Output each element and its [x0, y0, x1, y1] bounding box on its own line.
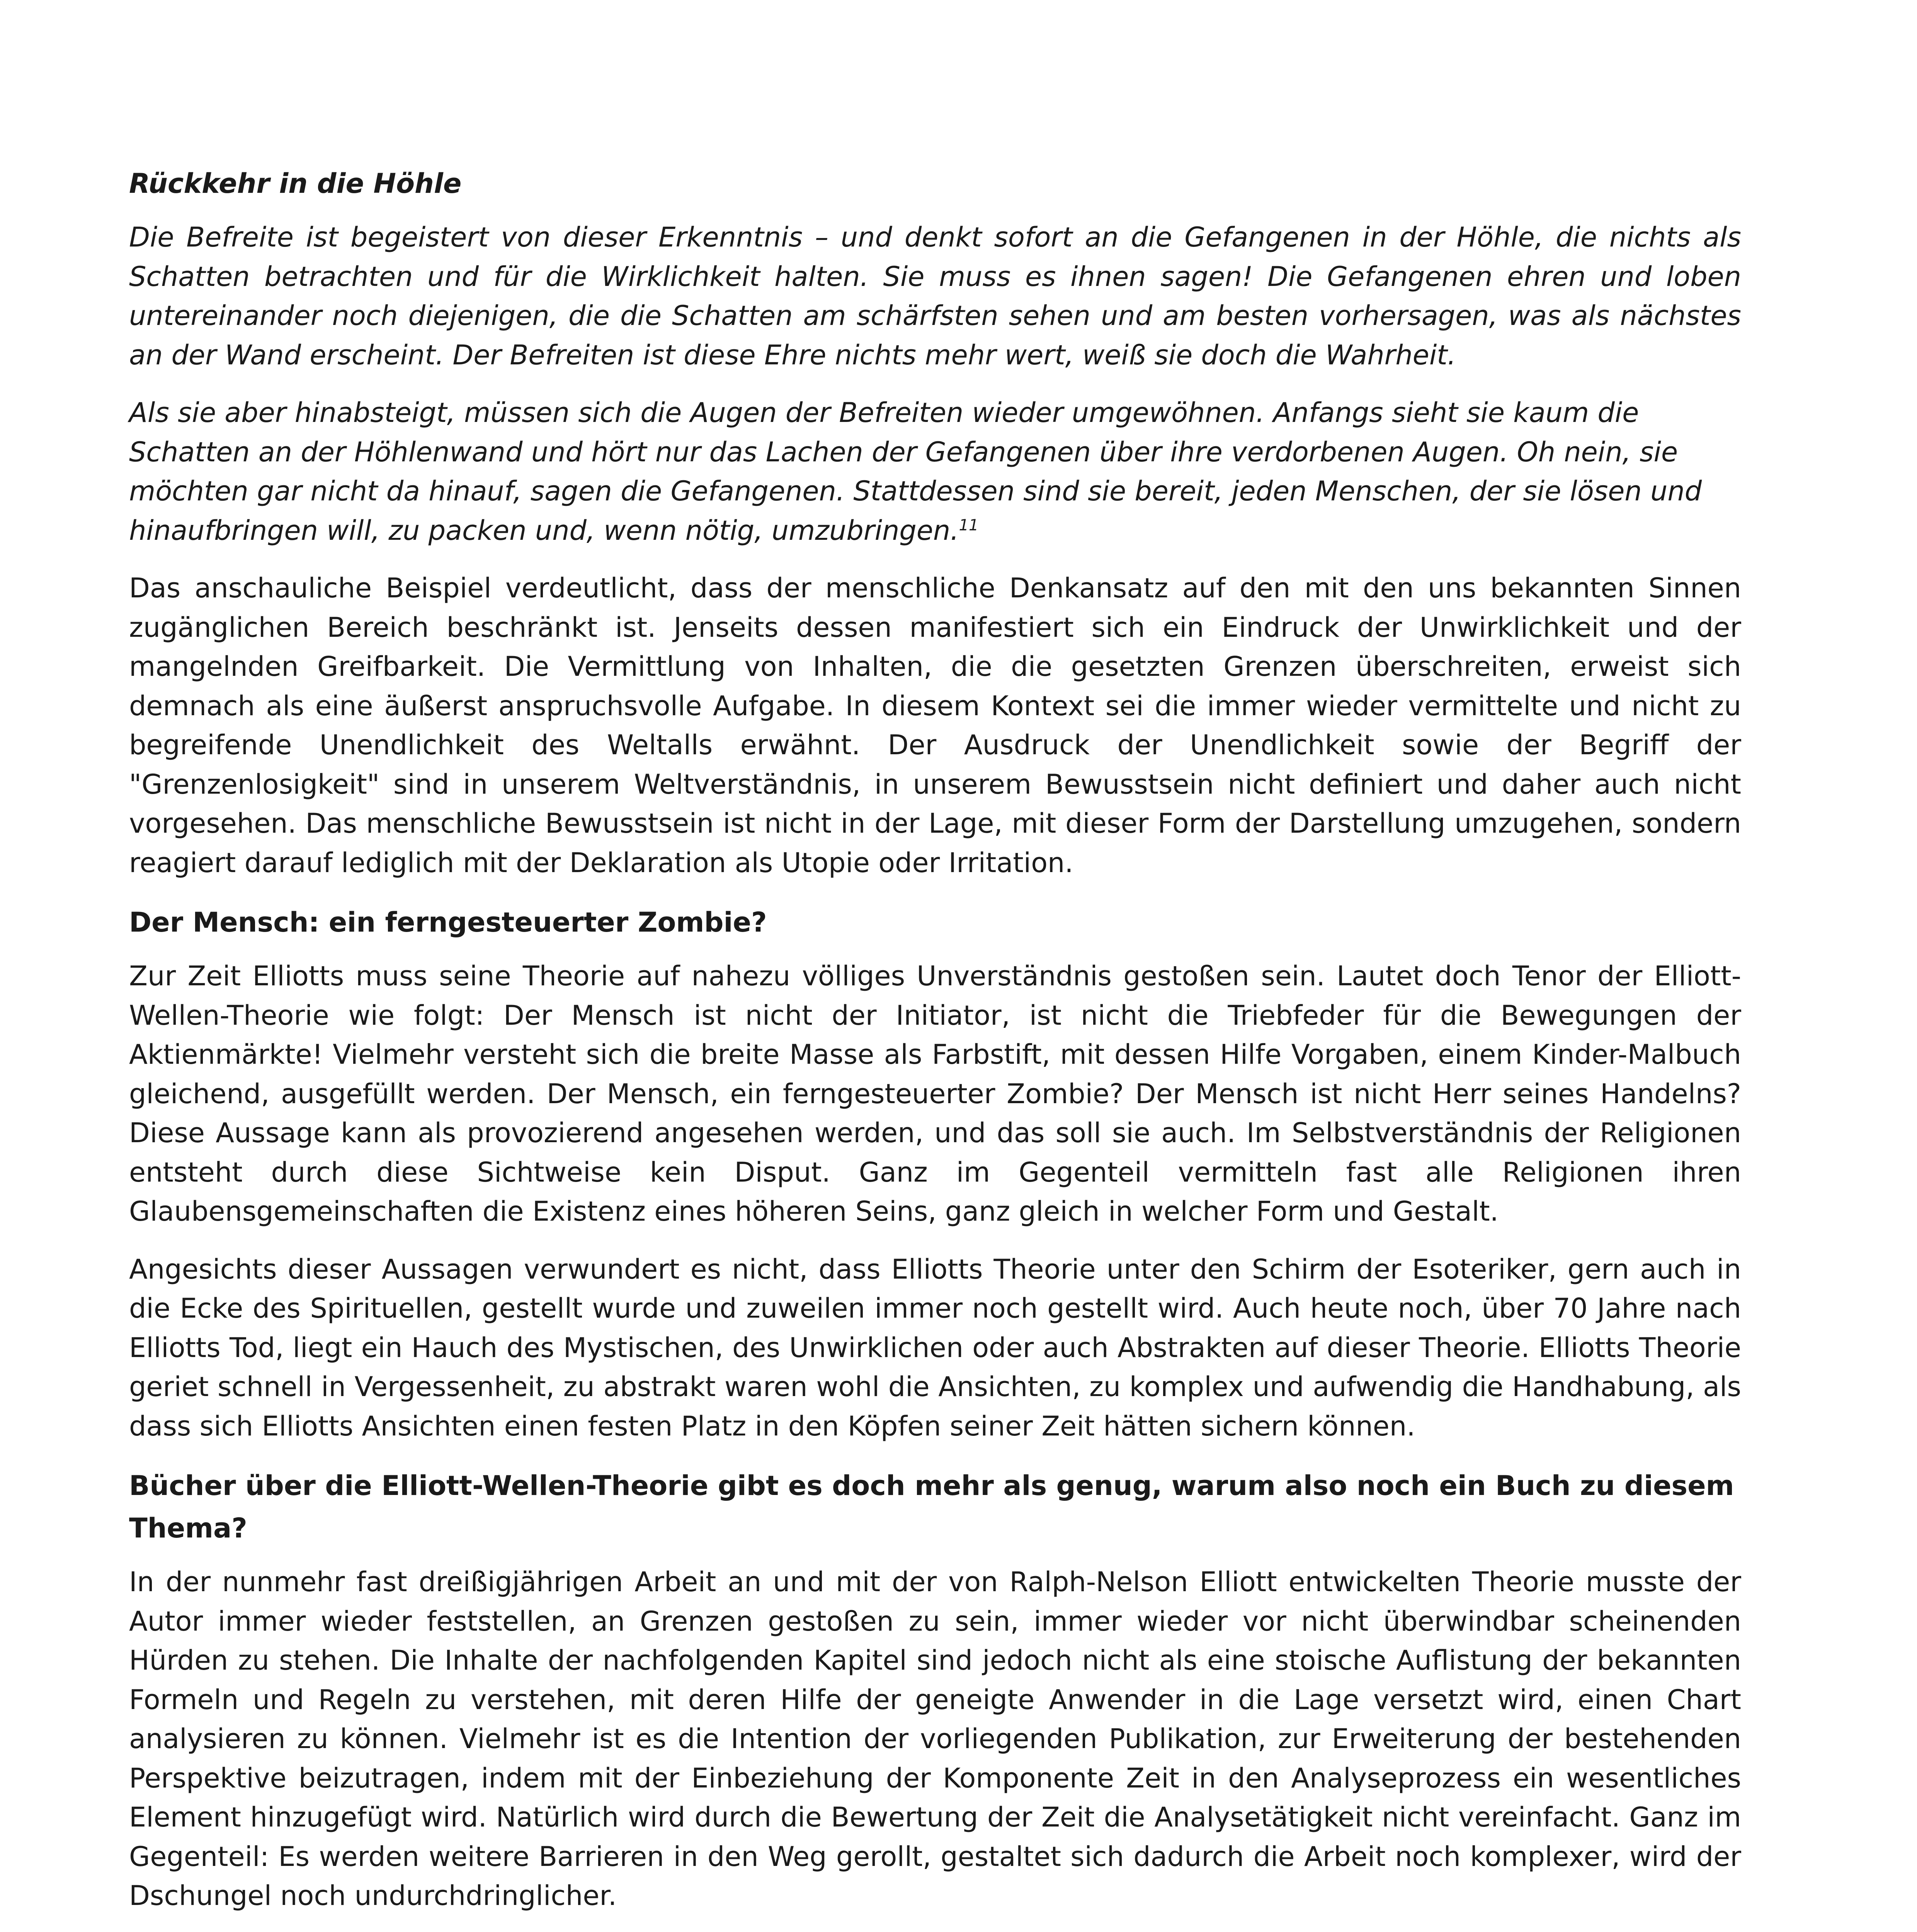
- page-body: [129, 162, 1741, 1932]
- paragraph-hinabsteigen: [129, 393, 1741, 550]
- heading-rueckkehr: Rückkehr in die Höhle: [129, 168, 462, 199]
- paragraph-denkansatz: Das anschauliche Beispiel verdeutlicht, dass der menschliche Denkansatz auf den mit den uns bekannten Sinnen zugänglichen Bereich beschränkt ist. Jenseits dessen manifestiert sich ein Eindruck der Unwirklichkeit und der mangelnden Greifbarkeit. Die Vermittlung von Inhalten, die die gesetzten Grenzen überschreiten, erweist sich demnach als eine äußerst anspruchsvolle Aufgabe. In diesem Kontext sei die immer wieder vermittelte und nicht zu begreifende Unendlichkeit des Weltalls erwähnt. Der Ausdruck der Unendlichkeit sowie der Begriff der "Grenzenlosigkeit" sind in unserem Weltverständnis, in unserem Bewusstsein nicht definiert und daher auch nicht vorgesehen. Das menschliche Bewusstsein ist nicht in der Lage, mit dieser Form der Darstellung umzugehen, sondern reagiert darauf lediglich mit der Deklaration als Utopie oder Irritation.: [129, 572, 1741, 879]
- paragraph-esoteriker: Angesichts dieser Aussagen verwundert es nicht, dass Elliotts Theorie unter den Schirm der Esoteriker, gern auch in die Ecke des Spirituellen, gestellt wurde und zuweilen immer noch gestellt wird. Auch heute noch, über 70 Jahre nach Elliotts Tod, liegt ein Hauch des Mystischen, des Unwirklichen oder auch Abstrakten auf dieser Theorie. Elliotts Theorie geriet schnell in Vergessenheit, zu abstrakt waren wohl die Ansichten, zu komplex und aufwendig die Handhabung, als dass sich Elliotts Ansichten einen festen Platz in den Köpfen seiner Zeit hätten sichern können.: [129, 1253, 1741, 1442]
- paragraph-hinabsteigen-text: Als sie aber hinabsteigt, müssen sich die Augen der Befreiten wieder umgewöhnen. Anfangs sieht sie kaum die Schatten an der Höhlenwand und hört nur das Lachen der Gefangenen über ihre verdorbenen Augen. Oh nein, sie möchten gar nicht da hinauf, sagen die Gefangenen. Stattdessen sind sie bereit, jeden Menschen, der sie lösen und hinaufbringen will, zu packen und, wenn nötig, umzubringen.: [129, 397, 1702, 546]
- heading-zombie: Der Mensch: ein ferngesteuerter Zombie?: [129, 906, 767, 938]
- paragraph-dreissigjaehrige-arbeit: In der nunmehr fast dreißigjährigen Arbeit an und mit der von Ralph-Nelson Elliott entwickelten Theorie musste der Autor immer wieder feststellen, an Grenzen gestoßen zu sein, immer wieder vor nicht überwindbar scheinenden Hürden zu stehen. Die Inhalte der nachfolgenden Kapitel sind jedoch nicht als eine stoische Auflistung der bekannten Formeln und Regeln zu verstehen, mit deren Hilfe der geneigte Anwender in die Lage versetzt wird, einen Chart analysieren zu können. Vielmehr ist es die Intention der vorliegenden Publikation, zur Erweiterung der bestehenden Perspektive beizutragen, indem mit der Einbeziehung der Komponente Zeit in den Analyseprozess ein wesentliches Element hinzugefügt wird. Natürlich wird durch die Bewertung der Zeit die Analysetätigkeit nicht vereinfacht. Ganz im Gegenteil: Es werden weitere Barrieren in den Weg gerollt, gestaltet sich dadurch die Arbeit noch komplexer, wird der Dschungel noch undurchdringlicher.: [129, 1566, 1741, 1912]
- paragraph-elliott-theorie: Zur Zeit Elliotts muss seine Theorie auf nahezu völliges Unverständnis gestoßen sein. Lautet doch Tenor der Elliott-Wellen-Theorie wie folgt: Der Mensch ist nicht der Initiator, ist nicht die Triebfeder für die Bewegungen der Aktienmärkte! Vielmehr versteht sich die breite Masse als Farbstift, mit dessen Hilfe Vorgaben, einem Kinder-Malbuch gleichend, ausgefüllt werden. Der Mensch, ein ferngesteuerter Zombie? Der Mensch ist nicht Herr seines Handelns? Diese Aussage kann als provozierend angesehen werden, und das soll sie auch. Im Selbstverständnis der Religionen entsteht durch diese Sichtweise kein Disput. Ganz im Gegenteil vermitteln fast alle Religionen ihren Glaubensgemeinschaften die Existenz eines höheren Seins, ganz gleich in welcher Form und Gestalt.: [129, 960, 1741, 1227]
- heading-buecher: Bücher über die Elliott-Wellen-Theorie gibt es doch mehr als genug, warum also noch ein Buch zu diesem Thema?: [129, 1470, 1734, 1544]
- footnote-reference[interactable]: 11: [959, 516, 979, 534]
- paragraph-befreite: Die Befreite ist begeistert von dieser Erkenntnis – und denkt sofort an die Gefangenen in der Höhle, die nichts als Schatten betrachten und für die Wirklichkeit halten. Sie muss es ihnen sagen! Die Gefangenen ehren und loben untereinander noch diejenigen, die die Schatten am schärfsten sehen und am besten vorhersagen, was als nächstes an der Wand erscheint. Der Befreiten ist diese Ehre nichts mehr wert, weiß sie doch die Wahrheit.: [129, 221, 1741, 371]
